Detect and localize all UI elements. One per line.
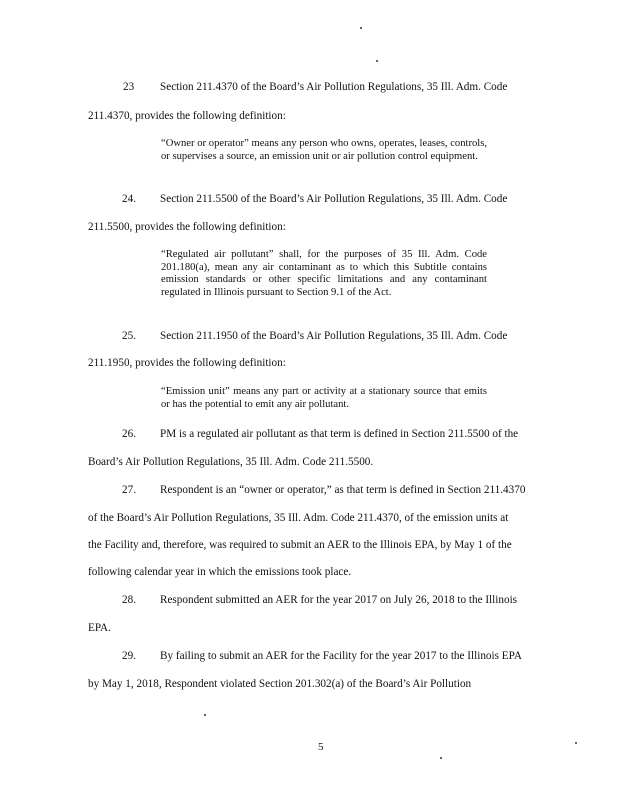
paragraph-number: 23 <box>123 81 135 93</box>
paragraph-text: by May 1, 2018, Respondent violated Section 201.302(a) of the Board’s Air Pollution <box>88 678 472 690</box>
paragraph-text: 211.5500, provides the following definition: <box>88 221 286 233</box>
paragraph-text: Respondent submitted an AER for the year 2017 on July 26, 2018 to the Illinois <box>160 594 518 606</box>
paragraph-text: following calendar year in which the emissions took place. <box>88 566 352 578</box>
paragraph-number: 26. <box>122 428 136 440</box>
paragraph-text: 211.1950, provides the following definition: <box>88 357 286 369</box>
page-number: 5 <box>318 741 324 753</box>
paragraph-text: Board’s Air Pollution Regulations, 35 Ill. Adm. Code 211.5500. <box>88 456 374 468</box>
scan-speck <box>204 714 206 716</box>
block-quote: “Emission unit” means any part or activity at a stationary source that emits or has the potential to emit any air pollutant. <box>161 386 487 410</box>
paragraph-number: 29. <box>122 650 136 662</box>
scan-speck <box>376 60 378 62</box>
scan-speck <box>360 27 362 29</box>
block-quote: “Regulated air pollutant” shall, for the purposes of 35 Ill. Adm. Code 201.180(a), mean any air contaminant as to which this Subtitle contains emission standards or other specific limitations and any contaminant regulated in Illinois pursuant to Section 9.1 of the Act. <box>161 249 487 298</box>
paragraph-number: 24. <box>122 193 136 205</box>
paragraph-text: EPA. <box>88 622 111 634</box>
paragraph-number: 25. <box>122 330 136 342</box>
paragraph-text: 211.4370, provides the following definition: <box>88 110 286 122</box>
paragraph-number: 28. <box>122 594 136 606</box>
paragraph-text: of the Board’s Air Pollution Regulations, 35 Ill. Adm. Code 211.4370, of the emission units at <box>88 512 509 524</box>
paragraph-text: PM is a regulated air pollutant as that term is defined in Section 211.5500 of the <box>160 428 519 440</box>
scan-speck <box>440 757 442 759</box>
paragraph-text: Section 211.4370 of the Board’s Air Pollution Regulations, 35 Ill. Adm. Code <box>160 81 508 93</box>
scan-speck <box>575 742 577 744</box>
paragraph-text: Respondent is an “owner or operator,” as that term is defined in Section 211.4370 <box>160 484 526 496</box>
paragraph-text: Section 211.5500 of the Board’s Air Pollution Regulations, 35 Ill. Adm. Code <box>160 193 508 205</box>
paragraph-text: By failing to submit an AER for the Facility for the year 2017 to the Illinois EPA <box>160 650 522 662</box>
paragraph-text: the Facility and, therefore, was required to submit an AER to the Illinois EPA, by May 1 of the <box>88 539 512 551</box>
block-quote: “Owner or operator” means any person who owns, operates, leases, controls, or supervises a source, an emission unit or air pollution control equipment. <box>161 138 487 162</box>
paragraph-text: Section 211.1950 of the Board’s Air Pollution Regulations, 35 Ill. Adm. Code <box>160 330 508 342</box>
paragraph-number: 27. <box>122 484 136 496</box>
